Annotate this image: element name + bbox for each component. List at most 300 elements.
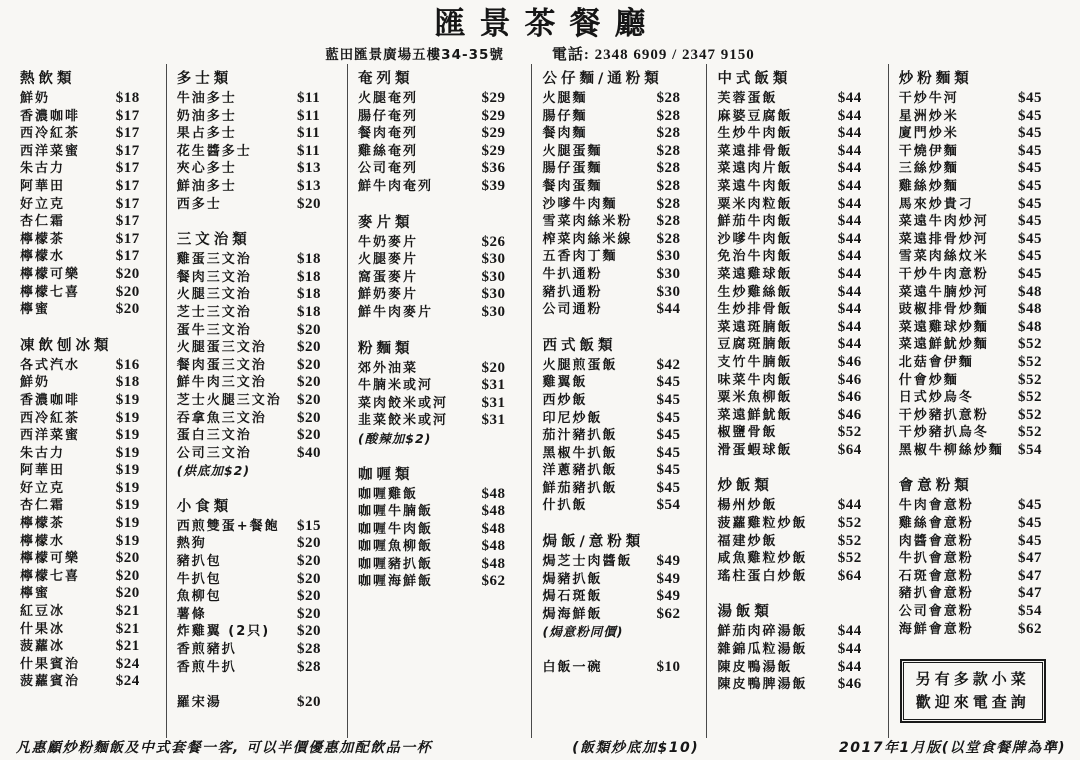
menu-item-price: $31 xyxy=(481,377,506,394)
menu-item-price: $47 xyxy=(1017,550,1042,567)
footer-note-edition: 2017年1月版(以堂食餐牌為準) xyxy=(838,740,1066,756)
menu-item-price: $28 xyxy=(297,658,322,675)
menu-item-row xyxy=(20,90,162,108)
menu-item-row xyxy=(20,585,162,603)
menu-item-row xyxy=(177,392,343,410)
menu-item-name: 公司三文治 xyxy=(176,445,252,461)
menu-item-price: $18 xyxy=(297,268,322,285)
menu-item-price: $45 xyxy=(1017,125,1042,142)
menu-item-price: $45 xyxy=(1017,107,1042,124)
menu-item-row xyxy=(20,410,162,428)
menu-item-price: $16 xyxy=(115,356,140,373)
menu-item-price: $52 xyxy=(1017,389,1042,406)
menu-item-price: $49 xyxy=(656,553,681,570)
menu-item-row xyxy=(177,374,343,392)
menu-item-price: $24 xyxy=(115,655,140,672)
menu-item-name: 好立克 xyxy=(20,480,66,496)
menu-item-price: $20 xyxy=(297,391,322,408)
menu-item-row xyxy=(899,196,1064,214)
menu-item-row xyxy=(899,143,1064,161)
section-heading: 西式飯類 xyxy=(542,337,617,354)
menu-item-row xyxy=(20,533,162,551)
menu-item-name: 支竹牛腩飯 xyxy=(717,354,793,370)
menu-item-price: $11 xyxy=(297,125,321,142)
menu-item-name: 咖喱魚柳飯 xyxy=(358,539,434,555)
menu-item-name: 韭菜餃米或河 xyxy=(358,413,449,429)
menu-item-name: 印尼炒飯 xyxy=(542,410,603,426)
menu-item-row xyxy=(358,178,527,196)
menu-item-name: 生炒雞絲飯 xyxy=(717,284,793,300)
menu-item-row xyxy=(20,108,162,126)
menu-item-name: 鮮奶麥片 xyxy=(358,287,419,303)
menu-item-name: 焗海鮮飯 xyxy=(542,606,603,622)
menu-item-price: $17 xyxy=(115,230,140,247)
menu-section xyxy=(542,70,702,319)
menu-column-3 xyxy=(347,64,531,738)
menu-item-price: $10 xyxy=(656,659,681,676)
menu-item-name: 火腿奄列 xyxy=(358,91,419,106)
menu-item-price: $31 xyxy=(481,412,506,429)
menu-item-row xyxy=(717,442,883,460)
menu-item-row xyxy=(358,108,527,126)
menu-item-name: 星洲炒米 xyxy=(898,108,959,124)
menu-item-row xyxy=(358,521,527,539)
menu-item-name: 牛扒會意粉 xyxy=(898,551,974,567)
section-heading: 粉麵類 xyxy=(358,340,414,357)
menu-item-row xyxy=(899,213,1064,231)
menu-item-price: $44 xyxy=(837,90,862,106)
menu-item-name: 火腿麵 xyxy=(542,91,588,106)
menu-item-price: $20 xyxy=(115,301,140,318)
menu-item-price: $62 xyxy=(481,573,506,590)
menu-item-price: $44 xyxy=(837,230,862,247)
menu-item-row xyxy=(20,125,162,143)
menu-section xyxy=(177,498,343,676)
menu-item-name: 腸仔奄列 xyxy=(358,108,419,124)
menu-section xyxy=(717,603,883,693)
menu-item-name: 黑椒牛柳絲炒麵 xyxy=(898,442,1004,458)
menu-item-price: $20 xyxy=(297,605,322,622)
menu-item-name: 白飯一碗 xyxy=(542,660,603,676)
menu-item-name: 干炒豬扒意粉 xyxy=(898,407,989,423)
menu-item-name: 菜遠雞球炒麵 xyxy=(898,319,989,335)
menu-item-name: 鮮牛肉三文治 xyxy=(176,375,267,391)
menu-item-price: $28 xyxy=(656,142,681,159)
menu-item-price: $18 xyxy=(297,286,322,303)
menu-item-row xyxy=(20,462,162,480)
menu-item-name: 焗豬扒飯 xyxy=(542,571,603,587)
menu-item-row xyxy=(717,213,883,231)
menu-item-row xyxy=(20,178,162,196)
menu-item-row xyxy=(717,284,883,302)
menu-item-price: $46 xyxy=(837,676,862,693)
menu-item-row xyxy=(20,266,162,284)
menu-item-price: $28 xyxy=(297,641,322,658)
menu-item-name: 檸檬七喜 xyxy=(20,568,81,584)
menu-item-name: 菜遠牛腩炒河 xyxy=(898,284,989,300)
menu-item-name: 鮮奶 xyxy=(20,91,51,106)
menu-item-name: 公司通粉 xyxy=(542,302,603,318)
menu-item-row xyxy=(20,445,162,463)
menu-item-name: 西洋菜蜜 xyxy=(20,428,81,444)
menu-item-name: 杏仁霜 xyxy=(20,214,66,230)
menu-item-name: 咖喱牛肉飯 xyxy=(358,521,434,537)
menu-item-name: 豆腐斑腩飯 xyxy=(717,337,793,353)
menu-item-price: $44 xyxy=(837,641,862,658)
menu-item-price: $45 xyxy=(1017,195,1042,212)
menu-item-name: 奶油多士 xyxy=(176,108,237,124)
menu-item-price: $48 xyxy=(1017,301,1042,318)
menu-item-row xyxy=(20,392,162,410)
menu-item-price: $36 xyxy=(481,160,506,177)
menu-item-row xyxy=(358,360,527,378)
menu-item-name: 雜錦瓜粒湯飯 xyxy=(717,642,808,658)
menu-item-price: $17 xyxy=(115,177,140,194)
menu-item-price: $20 xyxy=(297,339,322,356)
menu-item-row xyxy=(20,656,162,674)
menu-item-row xyxy=(358,538,527,556)
menu-item-name: 芝士三文治 xyxy=(176,304,252,320)
menu-item-row xyxy=(717,231,883,249)
menu-column-6 xyxy=(888,64,1068,738)
menu-item-row xyxy=(717,424,883,442)
menu-item-price: $54 xyxy=(1017,441,1042,458)
menu-item-name: 菜肉餃米或河 xyxy=(358,395,449,411)
menu-item-name: 西多士 xyxy=(176,196,222,212)
menu-item-name: 西冷紅茶 xyxy=(20,410,81,426)
menu-item-row xyxy=(358,486,527,504)
menu-item-row xyxy=(177,269,343,287)
menu-item-row xyxy=(20,515,162,533)
menu-item-row xyxy=(542,553,702,571)
menu-section xyxy=(358,70,527,196)
menu-item-price: $49 xyxy=(656,588,681,605)
menu-item-row xyxy=(542,213,702,231)
menu-item-price: $64 xyxy=(837,441,862,458)
menu-item-name: 餐肉蛋三文治 xyxy=(176,357,267,373)
menu-item-price: $20 xyxy=(115,567,140,584)
menu-item-row xyxy=(177,445,343,463)
menu-item-price: $44 xyxy=(837,658,862,675)
menu-item-price: $28 xyxy=(656,125,681,142)
menu-item-name: 公司會意粉 xyxy=(898,604,974,620)
menu-item-row xyxy=(177,143,343,161)
menu-subblock xyxy=(542,659,702,677)
menu-item-name: 陳皮鴨湯飯 xyxy=(717,659,793,675)
section-heading: 凍飲刨冰類 xyxy=(20,337,113,354)
menu-item-price: $17 xyxy=(115,125,140,142)
menu-item-row xyxy=(717,336,883,354)
menu-item-name: 檸檬七喜 xyxy=(20,284,81,300)
menu-item-row xyxy=(20,673,162,691)
menu-item-name: 咖喱豬扒飯 xyxy=(358,556,434,572)
menu-item-row xyxy=(20,621,162,639)
menu-item-price: $29 xyxy=(481,142,506,159)
menu-item-row xyxy=(358,286,527,304)
menu-item-name: 豉椒排骨炒麵 xyxy=(898,302,989,318)
menu-item-name: 沙嗲牛肉飯 xyxy=(717,231,793,247)
notice-box-line: 另有多款小菜 xyxy=(915,670,1030,689)
menu-item-name: 干炒豬扒烏冬 xyxy=(898,425,989,441)
menu-item-price: $30 xyxy=(481,268,506,285)
menu-item-price: $20 xyxy=(297,321,322,338)
menu-item-name: 免治牛肉飯 xyxy=(717,249,793,265)
menu-item-price: $11 xyxy=(297,107,321,124)
menu-item-name: 檸蜜 xyxy=(20,302,51,318)
menu-item-price: $13 xyxy=(297,160,322,177)
menu-item-name: 餐肉三文治 xyxy=(176,269,252,285)
menu-item-price: $20 xyxy=(481,359,506,376)
menu-item-row xyxy=(717,568,883,586)
menu-item-name: 豬扒會意粉 xyxy=(898,586,974,602)
menu-item-row xyxy=(542,497,702,515)
menu-item-row xyxy=(899,301,1064,319)
menu-item-price: $30 xyxy=(656,265,681,282)
menu-item-row xyxy=(717,533,883,551)
menu-item-row xyxy=(542,108,702,126)
section-heading: 焗飯/意粉類 xyxy=(542,534,645,551)
menu-item-name: 火腿蛋麵 xyxy=(542,143,603,159)
menu-item-row xyxy=(899,442,1064,460)
footer-note-fried-rice-surcharge: (飯類炒底加$10) xyxy=(572,740,700,756)
menu-item-row xyxy=(542,125,702,143)
menu-item-price: $28 xyxy=(656,230,681,247)
notice-box xyxy=(901,660,1045,722)
menu-item-name: 檸檬水 xyxy=(20,249,66,265)
menu-item-name: 牛肉會意粉 xyxy=(898,498,974,514)
menu-item-price: $11 xyxy=(297,142,321,159)
menu-item-row xyxy=(177,286,343,304)
menu-item-name: 花生醬多士 xyxy=(176,143,252,159)
menu-item-row xyxy=(358,556,527,574)
menu-item-price: $20 xyxy=(297,356,322,373)
menu-item-price: $20 xyxy=(297,195,322,212)
menu-item-price: $28 xyxy=(656,107,681,124)
menu-item-row xyxy=(177,641,343,659)
menu-item-name: 炸雞翼 (2只) xyxy=(176,624,271,640)
menu-item-price: $29 xyxy=(481,90,506,106)
menu-item-price: $45 xyxy=(1017,177,1042,194)
menu-item-price: $44 xyxy=(837,177,862,194)
menu-item-price: $18 xyxy=(297,303,322,320)
menu-item-price: $19 xyxy=(115,409,140,426)
menu-item-price: $17 xyxy=(115,160,140,177)
menu-item-price: $45 xyxy=(656,427,681,444)
menu-item-name: 牛奶麥片 xyxy=(358,234,419,250)
menu-item-name: 羅宋湯 xyxy=(176,695,222,711)
menu-item-row xyxy=(20,248,162,266)
menu-item-row xyxy=(899,389,1064,407)
menu-item-name: 菜遠肉片飯 xyxy=(717,161,793,177)
menu-item-price: $45 xyxy=(656,479,681,496)
menu-subblock xyxy=(177,694,343,712)
menu-item-name: 夾心多士 xyxy=(176,161,237,177)
menu-item-name: 干炒牛河 xyxy=(898,91,959,106)
menu-item-row xyxy=(177,125,343,143)
menu-item-price: $20 xyxy=(115,550,140,567)
menu-item-name: 咖喱牛腩飯 xyxy=(358,504,434,520)
menu-item-name: 芝士火腿三文治 xyxy=(176,392,282,408)
menu-item-price: $19 xyxy=(115,462,140,479)
menu-item-name: 什會炒麵 xyxy=(898,372,959,388)
menu-item-row xyxy=(899,372,1064,390)
menu-item-row xyxy=(20,196,162,214)
menu-section xyxy=(717,477,883,585)
menu-item-price: $19 xyxy=(115,515,140,532)
menu-item-row xyxy=(20,231,162,249)
menu-item-row xyxy=(20,301,162,319)
menu-item-name: 雞絲會意粉 xyxy=(898,516,974,532)
footer-note-promotion: 凡惠顧炒粉麵飯及中式套餐一客, 可以半價優惠加配飲品一杯 xyxy=(16,740,433,756)
menu-item-name: 干炒牛肉意粉 xyxy=(898,266,989,282)
menu-item-price: $17 xyxy=(115,248,140,265)
menu-item-row xyxy=(717,641,883,659)
menu-item-price: $17 xyxy=(115,142,140,159)
menu-item-row xyxy=(899,125,1064,143)
menu-item-name: 雞絲炒麵 xyxy=(898,178,959,194)
restaurant-title: 匯景茶餐廳 xyxy=(434,6,660,42)
menu-item-name: 石斑會意粉 xyxy=(898,568,974,584)
section-heading: 小食類 xyxy=(176,498,233,515)
menu-item-name: 味菜牛肉飯 xyxy=(717,372,793,388)
menu-item-row xyxy=(358,125,527,143)
menu-item-name: 沙嗲牛肉麵 xyxy=(542,196,618,212)
menu-item-price: $52 xyxy=(837,550,862,567)
menu-item-name: 西炒飯 xyxy=(542,392,588,408)
menu-item-row xyxy=(177,588,343,606)
menu-item-price: $30 xyxy=(481,286,506,303)
menu-item-row xyxy=(358,251,527,269)
menu-item-row xyxy=(717,178,883,196)
menu-item-name: 餐肉麵 xyxy=(542,126,588,142)
menu-item-name: 菜遠排骨炒河 xyxy=(898,231,989,247)
section-note: (焗意粉同價) xyxy=(542,624,624,640)
menu-item-row xyxy=(899,231,1064,249)
menu-item-name: 焗芝士肉醬飯 xyxy=(542,554,633,570)
menu-item-name: 火腿麥片 xyxy=(358,252,419,268)
menu-item-price: $21 xyxy=(115,603,140,620)
menu-header xyxy=(0,0,1080,64)
menu-item-price: $21 xyxy=(115,638,140,655)
menu-item-row xyxy=(358,234,527,252)
menu-item-name: 鮮油多士 xyxy=(176,178,237,194)
menu-item-price: $45 xyxy=(1017,248,1042,265)
menu-item-row xyxy=(20,638,162,656)
menu-item-name: 日式炒烏冬 xyxy=(898,390,974,406)
menu-item-price: $49 xyxy=(656,570,681,587)
menu-item-name: 牛扒包 xyxy=(176,571,222,587)
menu-item-price: $45 xyxy=(1017,532,1042,549)
section-heading: 奄列類 xyxy=(358,71,414,87)
menu-item-row xyxy=(20,568,162,586)
menu-item-price: $52 xyxy=(837,515,862,532)
menu-item-row xyxy=(899,533,1064,551)
menu-item-price: $28 xyxy=(656,160,681,177)
menu-item-row xyxy=(717,160,883,178)
menu-item-name: 阿華田 xyxy=(20,178,66,194)
menu-item-name: 菜遠鮮魷飯 xyxy=(717,407,793,423)
menu-item-name: 雞翼飯 xyxy=(542,375,588,391)
menu-item-name: 榨菜肉絲米線 xyxy=(542,231,633,247)
menu-item-row xyxy=(542,427,702,445)
menu-section xyxy=(358,466,527,592)
menu-item-row xyxy=(177,322,343,340)
menu-item-name: 生炒排骨飯 xyxy=(717,302,793,318)
menu-item-name: 滑蛋蝦球飯 xyxy=(717,442,793,458)
menu-item-row xyxy=(899,266,1064,284)
menu-item-row xyxy=(542,357,702,375)
menu-item-price: $45 xyxy=(656,374,681,391)
menu-item-name: 咖喱海鮮飯 xyxy=(358,574,434,590)
menu-item-name: 西洋菜蜜 xyxy=(20,143,81,159)
menu-item-price: $45 xyxy=(656,462,681,479)
menu-item-row xyxy=(177,196,343,214)
menu-item-row xyxy=(20,374,162,392)
menu-item-name: 吞拿魚三文治 xyxy=(176,410,267,426)
menu-item-price: $28 xyxy=(656,90,681,106)
menu-item-name: 肉醬會意粉 xyxy=(898,533,974,549)
menu-item-row xyxy=(358,160,527,178)
menu-item-name: 菠蘿冰 xyxy=(20,639,66,655)
menu-item-price: $44 xyxy=(837,265,862,282)
menu-item-row xyxy=(542,178,702,196)
menu-item-name: 熱狗 xyxy=(176,536,207,552)
menu-item-name: 鮮奶 xyxy=(20,375,51,391)
menu-item-price: $45 xyxy=(656,391,681,408)
menu-column-4 xyxy=(531,64,706,738)
menu-item-price: $30 xyxy=(481,251,506,268)
menu-section xyxy=(899,477,1064,638)
menu-item-name: 什扒飯 xyxy=(542,498,588,514)
menu-item-price: $26 xyxy=(481,233,506,250)
menu-item-price: $17 xyxy=(115,195,140,212)
menu-item-row xyxy=(20,497,162,515)
menu-item-row xyxy=(542,196,702,214)
menu-item-row xyxy=(358,573,527,591)
menu-item-row xyxy=(717,407,883,425)
menu-item-name: 菠蘿賓治 xyxy=(20,674,81,690)
menu-item-price: $44 xyxy=(837,623,862,640)
menu-item-row xyxy=(358,143,527,161)
menu-item-name: 陳皮鴨脾湯飯 xyxy=(717,677,808,693)
menu-item-name: 福建炒飯 xyxy=(717,533,778,549)
menu-item-row xyxy=(717,248,883,266)
section-heading: 三文治類 xyxy=(176,232,251,249)
menu-item-price: $40 xyxy=(297,444,322,461)
menu-item-row xyxy=(177,339,343,357)
menu-item-price: $44 xyxy=(837,318,862,335)
menu-item-row xyxy=(542,588,702,606)
menu-item-row xyxy=(717,319,883,337)
menu-section xyxy=(899,70,1064,459)
menu-item-name: 楊州炒飯 xyxy=(717,498,778,514)
menu-item-row xyxy=(358,412,527,430)
menu-item-price: $20 xyxy=(115,283,140,300)
menu-item-price: $19 xyxy=(115,497,140,514)
menu-item-price: $17 xyxy=(115,107,140,124)
menu-footer xyxy=(16,737,1066,757)
menu-item-price: $46 xyxy=(837,371,862,388)
menu-section xyxy=(177,70,343,213)
menu-item-name: 干燒伊麵 xyxy=(898,143,959,159)
menu-item-price: $52 xyxy=(1017,353,1042,370)
menu-item-price: $45 xyxy=(1017,90,1042,106)
menu-item-name: 牛腩米或河 xyxy=(358,378,434,394)
menu-item-name: 杏仁霜 xyxy=(20,498,66,514)
menu-item-price: $20 xyxy=(297,409,322,426)
menu-item-row xyxy=(899,603,1064,621)
menu-item-row xyxy=(542,392,702,410)
